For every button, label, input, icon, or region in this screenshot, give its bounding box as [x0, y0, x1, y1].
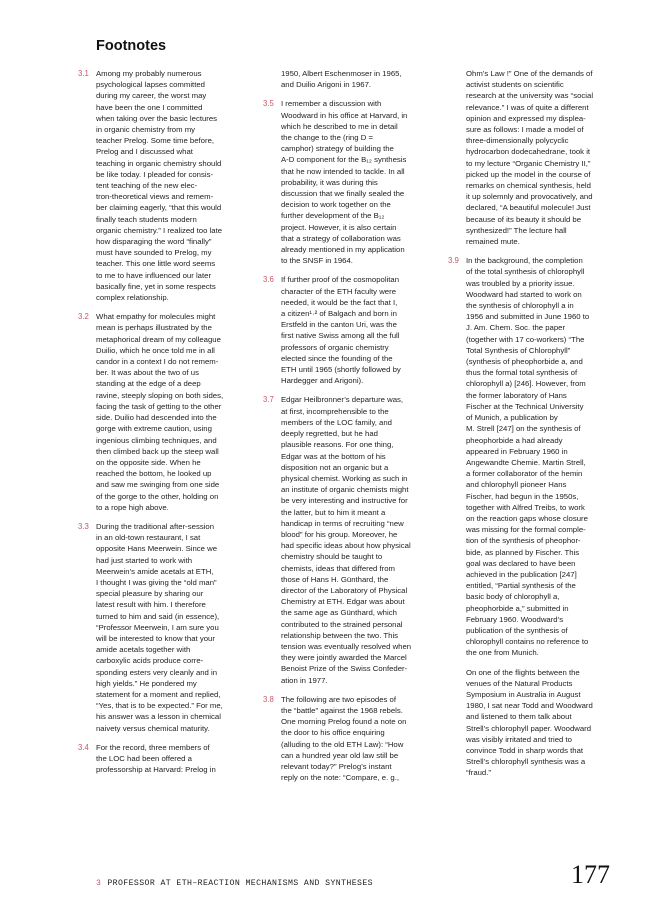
page-title: Footnotes: [96, 38, 167, 54]
footnote-number: 3.4: [78, 742, 89, 752]
footnote-number: 3.8: [263, 694, 274, 704]
footnote-3-9-paragraph: [448, 667, 618, 779]
footnote-3-3: [78, 521, 248, 734]
page-number: 177: [571, 860, 610, 889]
footnote-number: 3.6: [263, 275, 274, 285]
footnote-3-1: [78, 68, 248, 303]
chapter-title: PROFESSOR AT ETH–REACTION MECHANISMS AND SYNTHESES: [107, 879, 373, 888]
footnote-text: Edgar Heilbronner’s departure was, at first, incomprehensible to the members of the LOC family, and deeply regretted, but he had plausible reasons. For one thing, Edgar was at the bottom of his disposition not an organic but a physical chemist. Working as such in an institute of organic chemists might be very interesting and instructive for the latter, but to him it meant a handicap in terms of recruiting “new blood” for his group. Moreover, he had specific ideas about how physical chemistry should be taught to chemists, ideas that differed from those of Hans H. Günthard, the director of the Laboratory of Physical Chemistry at ETH. Edgar was about the same age as Günthard, which contributed to the strained personal relationship between the two. This tension was eventually resolved when they were jointly awarded the Marcel Benoist Prize of the Swiss Confeder- ation in 1977.: [281, 395, 412, 685]
footnote-text: On one of the flights between the venues of the Natural Products Symposium in Australia in August 1980, I sat near Todd and Woodward and listened to them talk about Strell’s chlorophyll paper. Woodward was visibly irritated and tried to convince Todd in sharp words that Strell’s chlorophyll synthesis was a “fraud.”: [466, 667, 593, 778]
footnote-text: I remember a discussion with Woodward in his office at Harvard, in which he described to me in detail the change to the (ring D = camphor) strategy of building the A-D component for the B₁₂ synthesis that he now intended to tackle. In all probability, it was during this discussion that we finally sealed the decision to work together on the further development of the B₁₂ project. However, it is also certain that a strategy of collaboration was already mentioned in my application to the SNSF in 1964.: [281, 99, 408, 266]
footnote-number: 3.3: [78, 521, 89, 531]
footnote-3-7: [263, 394, 439, 685]
footnote-number: 3.1: [78, 69, 89, 78]
running-footer: [96, 879, 373, 888]
footnote-text: In the background, the completion of the total synthesis of chlorophyll was troubled by a priority issue. Woodward had started to work on the synthesis of chlorophyll a in 1956 and submitted in June 1960 to J. Am. Chem. Soc. the paper (together with 17 co-workers) “The Total Synthesis of Chlorophyll” (synthesis of pheophorbide a, and thus the formal total synthesis of chlorophyll a) [246]. However, from the former laboratory of Hans Fischer at the Technical University of Munich, a publication by M. Strell [247] on the synthesis of pheophorbide a had already appeared in February 1960 in Angewandte Chemie. Martin Strell, a former collaborator of the hemin and chlorophyll pioneer Hans Fischer, had begun in the 1950s, together with Alfred Treibs, to work on the reaction gaps whose closure was missing for the formal comple- tion of the synthesis of pheophor- bide, as planned by Fischer. This goal was declared to have been achieved in the publication [247] entitled, “Partial synthesis of the basic body of chlorophyll a, pheophorbide a,” submitted in February 1960. Woodward’s publication of the synthesis of chlorophyll contains no reference to the one from Munich.: [466, 256, 590, 658]
footnote-3-8: [263, 694, 439, 784]
footnote-number: 3.9: [448, 256, 459, 266]
footnote-text: The following are two episodes of the “battle” against the 1968 rebels. One morning Prelog found a note on the door to his office enquiring (alluding to the old ETH Law): “How can a hundred year old law still be relevant today?” Prelog’s instant reply on the note: “Compare, e. g.,: [281, 694, 407, 783]
footnote-3-4-continued: [263, 68, 439, 90]
footnote-text: For the record, three members of the LOC had been offered a professorship at Harvard: Prelog in: [96, 742, 216, 775]
footnote-3-5: [263, 98, 439, 266]
footnotes-column-1: [78, 68, 248, 783]
footnote-text: What empathy for molecules might mean is perhaps illustrated by the metaphorical dream of my colleague Duilio, which he once told me in all candor in a context I do not remem- ber. It was about the two of us standing at the edge of a deep ravine, steeply sloping on both sides, facing the task of getting to the other side. Duilio had descended into the gorge with extreme caution, using ingenious climbing techniques, and then climbed back up the steep wall on the opposite side. When he reached the bottom, he looked up and saw me swinging from one side of the gorge to the other, holding on to a rope high above.: [96, 312, 224, 512]
footnote-text: If further proof of the cosmopolitan character of the ETH faculty were needed, it would be the fact that I, a citizen¹·² of Balgach and born in Erstfeld in the canton Uri, was the first native Swiss among all the full professors of organic chemistry elected since the founding of the ETH until 1965 (shortly followed by Hardegger and Arigoni).: [281, 275, 401, 386]
footnote-3-9: [448, 255, 618, 658]
footnote-3-6: [263, 274, 439, 386]
footnote-3-2: [78, 311, 248, 513]
footnote-text: Ohm’s Law !” One of the demands of activist students on scientific research at the university was “social relevance.” I was of quite a different opinion and expressed my displea- sure as follows: I made a model of three-dimensionally polycyclic hydrocarbon dodecahedrane, took it to my lecture “Organic Chemistry II,” picked up the model in the course of remarks on chemical synthesis, held it up solemnly and provocatively, and declared, “A beautiful molecule! Just because of its beauty it should be synthesized!” The lecture hall remained mute.: [466, 69, 594, 247]
footnote-text: Among my probably numerous psychological lapses committed during my career, the worst may have been the one I committed when taking over the basic lectures in organic chemistry from my teacher Prelog. Some time before, Prelog and I discussed what teaching in organic chemistry should be like today. I pleaded for consis- tent teaching of the new elec- tron-theoretical views and remem- ber claiming eagerly, “that this would finally teach students modern organic chemistry.” I realized too late how disparaging the word “finally” must have sounded to Prelog, my teacher. This one little word seems to me to have influenced our later basically fine, yet in some respects complex relationship.: [96, 69, 223, 303]
footnote-3-4: [78, 742, 248, 776]
footnote-text: 1950, Albert Eschenmoser in 1965, and Duilio Arigoni in 1967.: [281, 69, 402, 90]
footnotes-column-2: [263, 68, 439, 791]
footnote-number: 3.5: [263, 99, 274, 109]
footnotes-column-3: [448, 68, 618, 779]
footnote-number: 3.2: [78, 312, 89, 322]
footnote-3-8-continued: [448, 68, 618, 247]
footnote-text: During the traditional after-session in an old-town restaurant, I sat opposite Hans Meerwein. Since we had just started to work with Meerwein’s amide acetals at ETH, I thought I was giving the “old man” special pleasure by sharing our latest result with him. I therefore turned to him and said (in essence), “Professor Meerwein, I am sure you will be interested to know that your amide acetals together with carboxylic acids produce corre- sponding esters very cleanly and in high yields.” He pondered my statement for a moment and replied, “Yes, that is to be expected.” For me, his answer was a lesson in chemical naivety versus chemical maturity.: [96, 521, 223, 733]
chapter-number: 3: [96, 879, 102, 888]
footnote-number: 3.7: [263, 395, 274, 405]
